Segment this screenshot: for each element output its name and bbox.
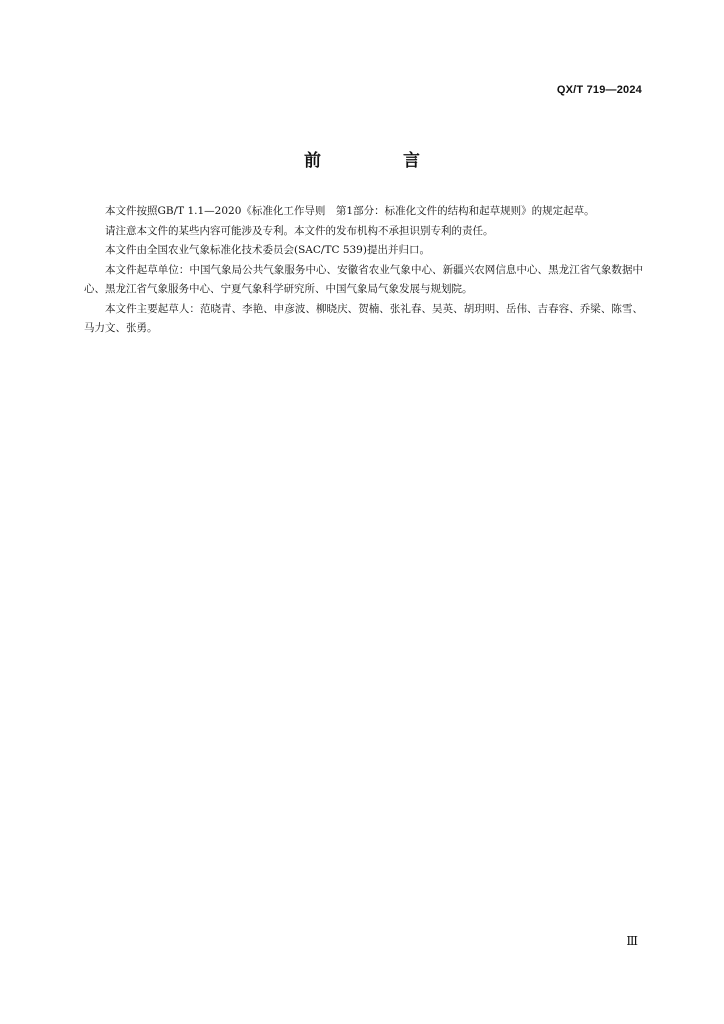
page-number: Ⅲ xyxy=(626,934,638,948)
paragraph-drafting-rules: 本文件按照GB/T 1.1—2020《标准化工作导则 第1部分：标准化文件的结构和起草规则》的规定起草。 xyxy=(105,205,595,217)
standard-code: QX/T 719—2024 xyxy=(556,84,642,96)
foreword-body xyxy=(84,202,643,339)
paragraph-proposer: 本文件由全国农业气象标准化技术委员会(SAC/TC 539)提出并归口。 xyxy=(105,244,430,256)
paragraph-patent-notice: 请注意本文件的某些内容可能涉及专利。本文件的发布机构不承担识别专利的责任。 xyxy=(105,224,494,237)
paragraph-drafting-units: 本文件起草单位：中国气象局公共气象服务中心、安徽省农业气象中心、新疆兴农网信息中心、黑龙江省气象数据中心、黑龙江省气象服务中心、宁夏气象科学研究所、中国气象局气象发展与规划院。 xyxy=(84,263,643,295)
page-title: 前 言 xyxy=(304,151,458,171)
paragraph-drafters: 本文件主要起草人：范晓青、李艳、申彦波、柳晓庆、贺楠、张礼春、吴英、胡玥明、岳伟、吉春容、乔梁、陈雪、马力文、张勇。 xyxy=(84,302,643,334)
